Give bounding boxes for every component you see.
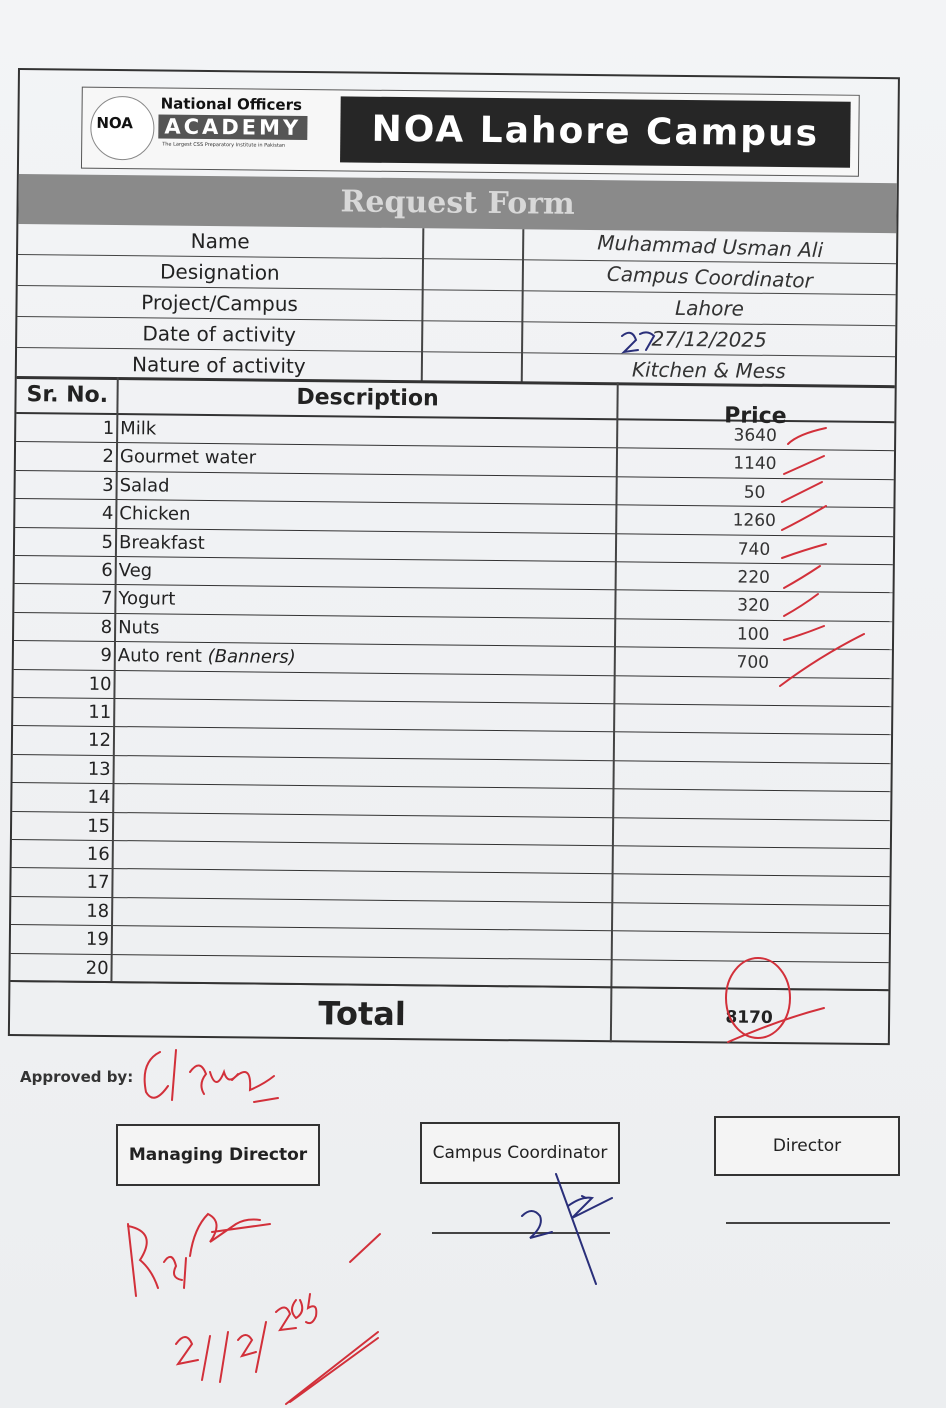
info-value: Campus Coordinator xyxy=(606,261,814,293)
row-price: 1260 xyxy=(732,510,777,532)
row-description-note: (Banners) xyxy=(207,646,296,669)
approver-signature xyxy=(145,1050,278,1102)
row-sr: 10 xyxy=(88,673,112,695)
row-sr: 16 xyxy=(86,843,110,866)
total-value: 8170 xyxy=(725,1007,773,1028)
total-circle xyxy=(726,958,790,1038)
info-value: Muhammad Usman Ali xyxy=(596,230,824,263)
campus-coordinator-box: Campus Coordinator xyxy=(420,1122,620,1184)
row-price: 740 xyxy=(737,539,771,560)
check-mark-8 xyxy=(784,626,824,640)
row-sr: 8 xyxy=(100,616,113,638)
header-price: Price xyxy=(724,403,787,430)
coordinator-signature xyxy=(522,1174,612,1284)
row-sr: 15 xyxy=(87,815,111,837)
total-label: Total xyxy=(318,994,407,1034)
row-description-text: Chicken xyxy=(119,503,191,526)
row-sr: 14 xyxy=(87,786,111,809)
date-handwriting xyxy=(622,332,654,352)
row-description-text: Auto rent xyxy=(117,645,203,668)
row-description-text: Gourmet water xyxy=(119,446,257,469)
info-label: Name xyxy=(190,228,250,254)
check-mark-2 xyxy=(784,456,824,474)
logo-text: NOA xyxy=(96,113,134,133)
row-price: 220 xyxy=(737,567,771,588)
check-mark-5 xyxy=(782,544,826,558)
row-price: 3640 xyxy=(733,425,777,446)
check-mark-4 xyxy=(782,506,826,530)
row-price: 700 xyxy=(736,652,770,674)
approved-by-label: Approved by: xyxy=(20,1068,134,1086)
date-underline xyxy=(286,1332,378,1404)
row-sr: 19 xyxy=(85,928,109,951)
info-label: Date of activity xyxy=(142,321,297,347)
handwritten-date xyxy=(176,1294,316,1382)
row-description-text: Salad xyxy=(119,474,170,497)
row-sr: 7 xyxy=(100,588,113,610)
check-mark-6 xyxy=(784,566,820,588)
total-underline xyxy=(728,1008,824,1042)
row-price: 1140 xyxy=(733,453,777,475)
check-mark-1 xyxy=(788,428,826,444)
org-tagline: The Largest CSS Preparatory Institute in Pakistan xyxy=(162,141,286,149)
date-tail xyxy=(350,1234,380,1262)
row-description-text: Veg xyxy=(118,560,153,582)
director-box: Director xyxy=(714,1116,900,1176)
row-sr: 1 xyxy=(102,417,115,440)
row-description-text: Nuts xyxy=(118,616,160,639)
row-sr: 13 xyxy=(87,758,111,780)
row-sr: 4 xyxy=(101,503,114,525)
row-sr: 12 xyxy=(87,730,112,752)
row-sr: 5 xyxy=(101,531,114,553)
row-sr: 18 xyxy=(86,900,110,922)
info-label: Designation xyxy=(159,259,280,285)
header-description: Description xyxy=(296,384,439,412)
org-name-line1: National Officers xyxy=(160,94,303,114)
row-sr: 9 xyxy=(100,645,112,667)
row-sr: 2 xyxy=(102,446,115,468)
form-title: Request Form xyxy=(18,174,896,233)
check-mark-7 xyxy=(784,594,818,616)
info-value: Kitchen & Mess xyxy=(631,357,786,384)
info-label: Project/Campus xyxy=(141,290,298,316)
managing-director-box: Managing Director xyxy=(116,1124,320,1186)
check-mark-9 xyxy=(780,634,864,686)
row-sr: 3 xyxy=(102,474,114,496)
info-value: Lahore xyxy=(674,295,745,321)
row-price: 100 xyxy=(736,624,770,645)
row-sr: 17 xyxy=(86,872,110,894)
info-label: Nature of activity xyxy=(131,352,306,379)
row-sr: 20 xyxy=(85,957,109,979)
row-sr: 11 xyxy=(88,701,112,724)
row-sr: 6 xyxy=(101,559,113,582)
campus-banner: NOA Lahore Campus xyxy=(340,96,851,167)
org-name-line2: ACADEMY xyxy=(158,114,307,140)
row-description-text: Milk xyxy=(120,418,157,440)
header-sr: Sr. No. xyxy=(26,382,109,408)
row-price: 50 xyxy=(743,482,766,503)
row-price: 320 xyxy=(737,595,770,617)
managing-director-signature xyxy=(128,1214,270,1296)
check-mark-3 xyxy=(782,482,822,502)
row-description-text: Breakfast xyxy=(118,531,205,554)
date-stroke xyxy=(290,1338,378,1402)
info-value: 27/12/2025 xyxy=(651,326,767,352)
row-description-text: Yogurt xyxy=(118,588,176,611)
